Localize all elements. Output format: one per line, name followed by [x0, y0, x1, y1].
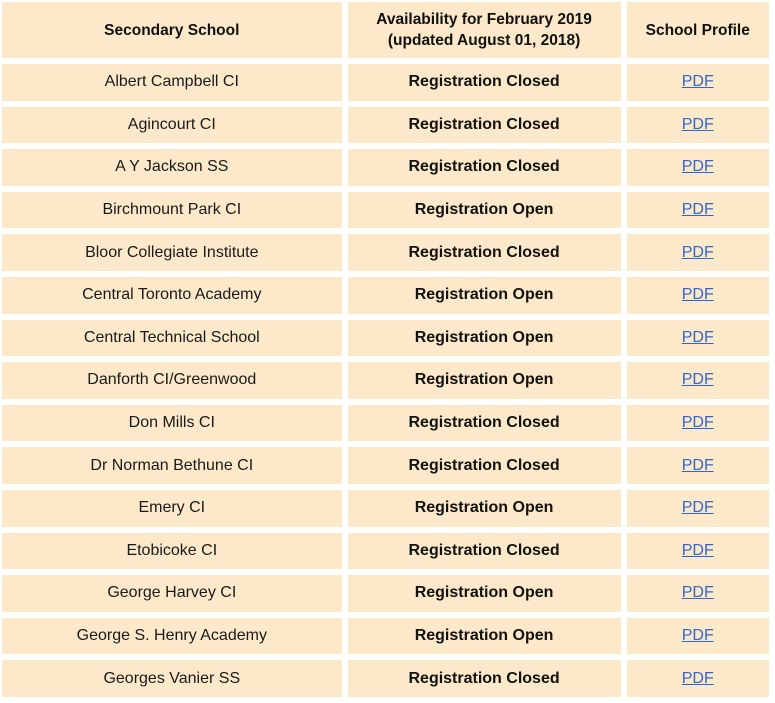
pdf-link[interactable]: PDF — [681, 158, 714, 176]
pdf-link[interactable]: PDF — [681, 414, 714, 432]
pdf-link[interactable]: PDF — [681, 286, 714, 304]
table-row — [2, 618, 769, 655]
registration-status: Registration Closed — [348, 533, 621, 570]
school-profile-cell — [627, 277, 769, 314]
school-name: Central Technical School — [2, 320, 342, 357]
pdf-link[interactable]: PDF — [681, 328, 714, 346]
table-body — [2, 64, 769, 697]
registration-status: Registration Open — [348, 320, 621, 357]
table-row — [2, 447, 769, 484]
registration-status: Registration Closed — [348, 405, 621, 442]
school-profile-cell — [627, 64, 769, 101]
school-name: Bloor Collegiate Institute — [2, 234, 342, 271]
school-profile-cell — [627, 149, 769, 186]
header-row — [2, 2, 769, 58]
registration-status: Registration Open — [348, 192, 621, 229]
registration-status: Registration Closed — [348, 447, 621, 484]
school-profile-cell — [627, 362, 769, 399]
table-row — [2, 575, 769, 612]
pdf-link[interactable]: PDF — [681, 456, 714, 474]
school-name: George S. Henry Academy — [2, 618, 342, 655]
school-name: Don Mills CI — [2, 405, 342, 442]
school-name: Georges Vanier SS — [2, 660, 342, 697]
registration-status: Registration Open — [348, 618, 621, 655]
table-row — [2, 192, 769, 229]
school-profile-cell — [627, 533, 769, 570]
school-name: Agincourt CI — [2, 107, 342, 144]
table-row — [2, 405, 769, 442]
header-availability — [348, 2, 621, 58]
school-profile-cell — [627, 618, 769, 655]
school-profile-cell — [627, 660, 769, 697]
table-row — [2, 234, 769, 271]
registration-status: Registration Open — [348, 490, 621, 527]
school-profile-cell — [627, 234, 769, 271]
school-name: Danforth CI/Greenwood — [2, 362, 342, 399]
registration-status: Registration Closed — [348, 660, 621, 697]
school-profile-cell — [627, 447, 769, 484]
table-row — [2, 107, 769, 144]
pdf-link[interactable]: PDF — [681, 201, 714, 219]
school-profile-cell — [627, 405, 769, 442]
table-row — [2, 660, 769, 697]
table-row — [2, 64, 769, 101]
pdf-link[interactable]: PDF — [681, 584, 714, 602]
pdf-link[interactable]: PDF — [681, 499, 714, 517]
registration-status: Registration Closed — [348, 107, 621, 144]
school-profile-cell — [627, 490, 769, 527]
school-name: A Y Jackson SS — [2, 149, 342, 186]
table-row — [2, 533, 769, 570]
school-name: Birchmount Park CI — [2, 192, 342, 229]
school-profile-cell — [627, 320, 769, 357]
school-name: Emery CI — [2, 490, 342, 527]
pdf-link[interactable]: PDF — [681, 243, 714, 261]
pdf-link[interactable]: PDF — [681, 371, 714, 389]
header-availability-title: Availability for February 2019 — [376, 11, 592, 28]
pdf-link[interactable]: PDF — [681, 627, 714, 645]
table-header — [2, 2, 769, 58]
school-name: Albert Campbell CI — [2, 64, 342, 101]
table-row — [2, 490, 769, 527]
header-secondary-school: Secondary School — [2, 2, 342, 58]
header-availability-updated: (updated August 01, 2018) — [387, 32, 581, 49]
school-name: Central Toronto Academy — [2, 277, 342, 314]
pdf-link[interactable]: PDF — [681, 541, 714, 559]
registration-status: Registration Open — [348, 575, 621, 612]
table-row — [2, 320, 769, 357]
school-name: George Harvey CI — [2, 575, 342, 612]
registration-status: Registration Closed — [348, 234, 621, 271]
table-row — [2, 362, 769, 399]
registration-status: Registration Open — [348, 362, 621, 399]
school-name: Dr Norman Bethune CI — [2, 447, 342, 484]
pdf-link[interactable]: PDF — [681, 73, 714, 91]
school-profile-cell — [627, 107, 769, 144]
school-profile-cell — [627, 575, 769, 612]
pdf-link[interactable]: PDF — [681, 115, 714, 133]
pdf-link[interactable]: PDF — [681, 669, 714, 687]
table-row — [2, 277, 769, 314]
registration-status: Registration Open — [348, 277, 621, 314]
registration-status: Registration Closed — [348, 64, 621, 101]
table-row — [2, 149, 769, 186]
school-name: Etobicoke CI — [2, 533, 342, 570]
registration-status: Registration Closed — [348, 149, 621, 186]
header-school-profile: School Profile — [627, 2, 769, 58]
school-profile-cell — [627, 192, 769, 229]
